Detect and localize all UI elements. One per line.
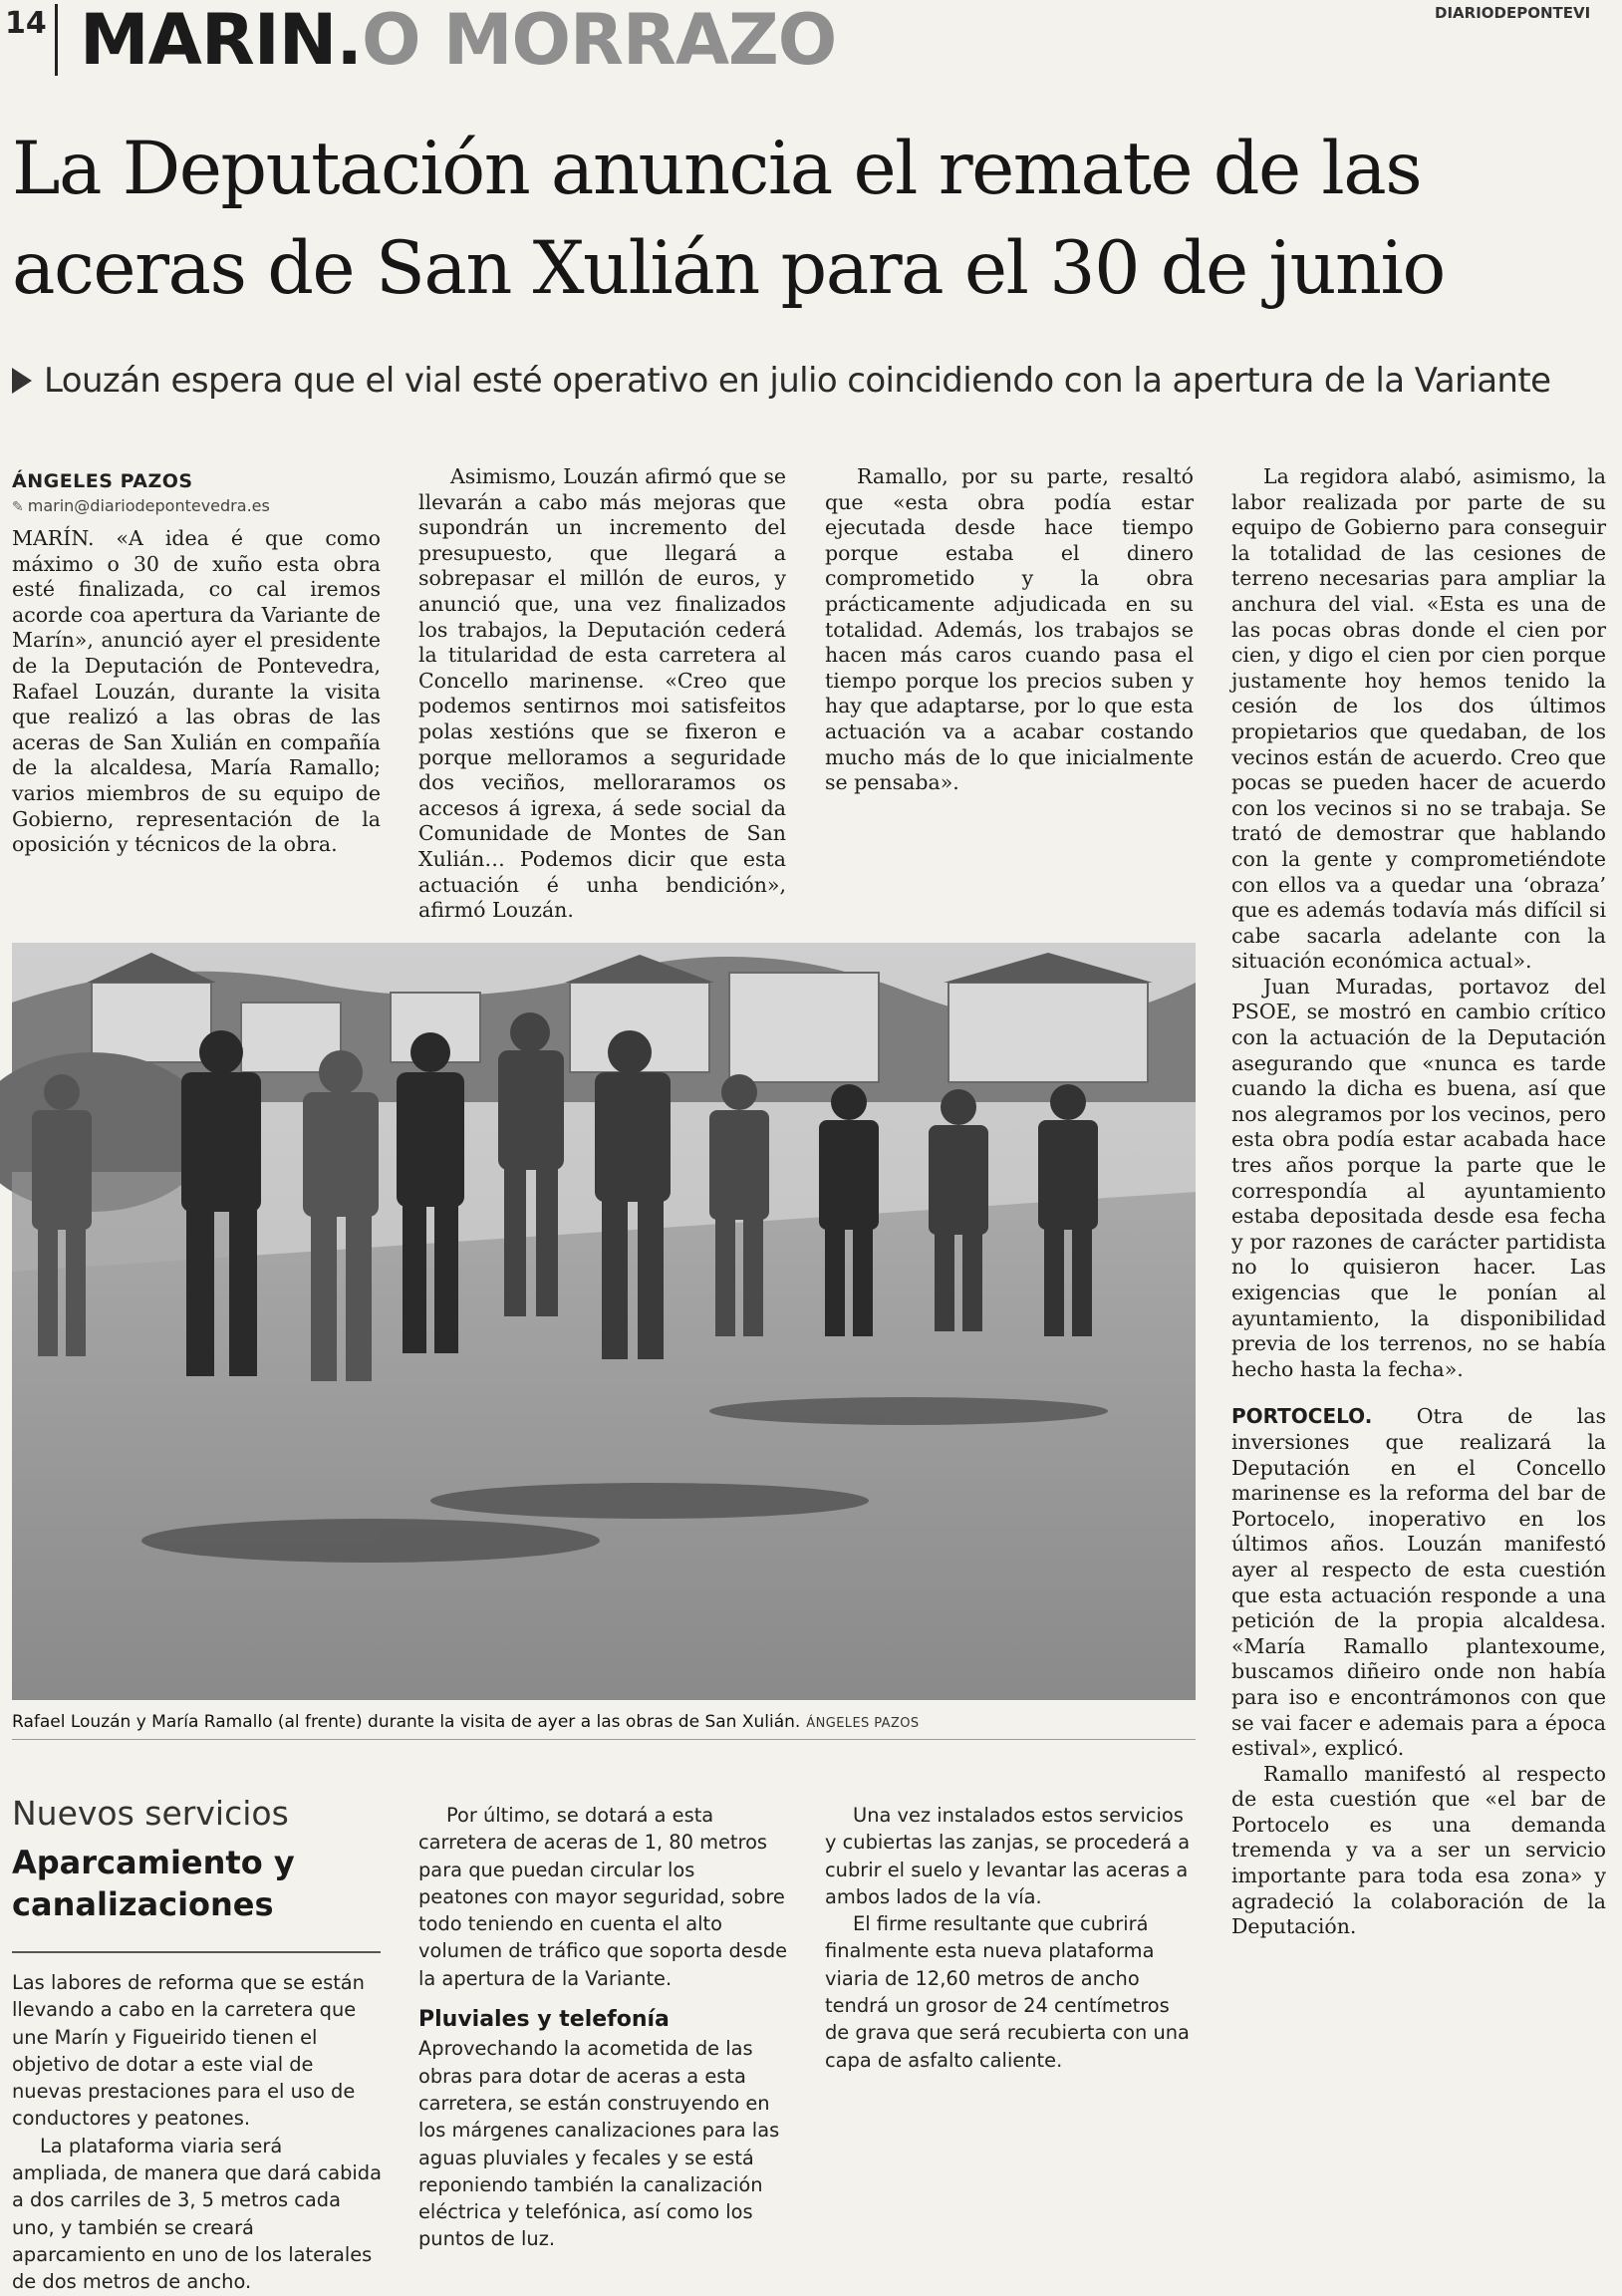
section-title [80,0,836,80]
page-number: 14 [5,6,47,41]
sidebar-subheading: Pluviales y telefonía [418,2007,670,2033]
sidebar-paragraph: El firme resultante que cubrirá finalmente esta nueva plataforma viaria de 12,60 metros de ancho tendrá un grosor de 24 centímetros de grava que será recubierta con una capa de asfalto caliente. [825,1912,1190,2072]
subheadline [12,359,1606,403]
article-paragraph [12,526,381,858]
subheadline-text: Louzán espera que el vial esté operativo en julio coincidiendo con la apertura de la Variante [44,361,1551,401]
photo-credit: ÁNGELES PAZOS [806,1716,920,1731]
author-email [12,496,270,515]
author-email-text: marin@diariodepontevedra.es [27,496,270,515]
section-sub: O MORRAZO [361,0,837,81]
portocelo-kicker: PORTOCELO. [1231,1404,1373,1429]
sidebar-paragraph: Por último, se dotará a esta carretera de aceras de 1, 80 metros para que puedan circular los peatones con mayor seguridad, sobre todo teniendo en cuenta el alto volumen de tráfico que soporta desde la apertura de la Variante. [418,1804,788,1990]
article-paragraph [1231,1404,1606,1761]
sidebar-paragraph: Una vez instalados estos servicios y cubiertas las zanjas, se procederá a cubrir el suelo y levantar las aceras a ambos lados de la vía. [825,1804,1191,1908]
section-main: MARIN. [80,0,362,81]
sidebar-title: Aparcamiento y canalizaciones [12,1844,295,1923]
paragraph-1: «A idea é que como máximo o 30 de xuño esta obra esté finalizada, co cal iremos acorde coa apertura da Variante de Marín», anunció ayer el presidente de la Deputación de Pontevedra, Rafael Louzán, durante la visita que realizó a las obras de las aceras de San Xulián en compañía de la alcaldesa, María Ramallo; varios miembros de su equipo de Gobierno, representación de la oposición y técnicos de la obra. [12,526,381,857]
article-column-3 [825,464,1194,939]
sidebar-column-2 [418,1802,789,2270]
sidebar-kicker: Nuevos servicios [12,1794,289,1833]
news-photo [12,943,1196,1700]
photo-caption [12,1712,1196,1732]
article-paragraph: Ramallo, por su parte, resaltó que «esta obra podía estar ejecutada desde hace tiempo porque estaba el dinero comprometido y la obra prácticamente adjudicada en su totalidad. Además, los trabajos se hacen más caros cuando pasa el tiempo porque los precios suben y hay que adaptarse, por lo que esta actuación va a acabar costando mucho más de lo que inicialmente se pensaba». [825,464,1194,795]
caption-divider [12,1739,1196,1740]
article-column-1 [12,526,381,858]
header-divider [55,4,58,76]
sidebar-paragraph: Las labores de reforma que se están llevando a cabo en la carretera que une Marín y Figueirido tienen el objetivo de dotar a este vial de nuevas prestaciones para el uso de conductores y peatones. [12,1971,365,2131]
triangle-bullet-icon [12,368,32,394]
sidebar-divider [12,1951,381,1953]
photo-caption-text: Rafael Louzán y María Ramallo (al frente) durante la visita de ayer a las obras de San Xulián. [12,1712,801,1732]
article-paragraph: Juan Muradas, portavoz del PSOE, se mostró en cambio crítico con la actuación de la Deputación asegurando que «nunca es tarde cuando la dicha es buena, así que nos alegramos por los vecinos, pero esta obra podía estar acabada hace tres años porque la parte que le correspondía al ayuntamiento estaba depositada desde esa fecha y por razones de carácter partidista no lo quisieron hacer. Las exigencias que le ponían al ayuntamiento, la disponibilidad previa de los terrenos, no se había hecho hasta la fecha». [1231,974,1606,1381]
article-place: MARÍN. [12,526,95,550]
sidebar-paragraph: Aprovechando la acometida de las obras para dotar de aceras a esta carretera, se están construyendo en los márgenes canalizaciones para las aguas pluviales y fecales y se está reponiendo también la canalización eléctrica y telefónica, así como los puntos de luz. [418,2037,780,2251]
sidebar-paragraph: La plataforma viaria será ampliada, de manera que dará cabida a dos carriles de 3, 5 metros cada uno, y también se creará aparcamiento en uno de los laterales de dos metros de ancho. [12,2134,382,2294]
sidebar-column-3 [825,1802,1196,2270]
author-name: ÁNGELES PAZOS [12,470,193,492]
newspaper-brand: DIARIODEPONTEVI [1435,4,1591,22]
photo-illustration [12,943,1196,1700]
pen-icon: ✎ [12,499,24,515]
article-paragraph: Asimismo, Louzán afirmó que se llevarán a cabo más mejoras que supondrán un incremento del presupuesto, que llegará a sobrepasar el millón de euros, y anunció que, una vez finalizados los trabajos, la Deputación cederá la titularidad de esta carretera al Concello marinense. «Creo que podemos sentirnos moi satisfeitos polas xestións que se fixeron e porque melloramos a seguridade dos veciños, melloraramos os accesos á igrexa, á sede social da Comunidade de Montes de San Xulián… Podemos dicir que esta actuación é unha bendición», afirmó Louzán. [418,464,786,923]
portocelo-paragraph-1: Otra de las inversiones que realizará la Deputación en el Concello marinense es la reforma del bar de Portocelo, inoperativo en los últimos años. Louzán manifestó ayer al respecto de esta cuestión que esta actuación responde a una petición de la propia alcaldesa. «María Ramallo plantexoume, buscamos diñeiro onde non había para iso e encontrámonos con que se vai facer e ademais para a época estival», explicó. [1231,1404,1606,1761]
article-column-4 [1231,464,1606,1939]
article-paragraph: Ramallo manifestó al respecto de esta cuestión que «el bar de Portocelo es una demanda tremenda y va a ser un servicio importante para toda esa zona» y agradeció la colaboración de la Deputación. [1231,1761,1606,1939]
article-column-2 [418,464,786,939]
sidebar-column-1 [12,1969,383,2294]
article-paragraph: La regidora alabó, asimismo, la labor realizada por parte de su equipo de Gobierno para conseguir la totalidad de las cesiones de terreno necesarias para ampliar la anchura del vial. «Esta es una de las pocas obras donde el cien por cien, y digo el cien por cien porque justamente hoy hemos tenido la cesión de los dos últimos propietarios que quedaban, de los vecinos están de acuerdo. Creo que pocas se pueden hacer de acuerdo con los vecinos si no se trabaja. Se trató de demostrar que hablando con la gente y comprometiéndote con ellos va a quedar una ‘obraza’ que es además todavía más difícil si cabe sacarla adelante con la situación económica actual». [1231,464,1606,974]
headline: La Deputación anuncia el remate de las aceras de San Xulián para el 30 de junio [12,127,1445,311]
